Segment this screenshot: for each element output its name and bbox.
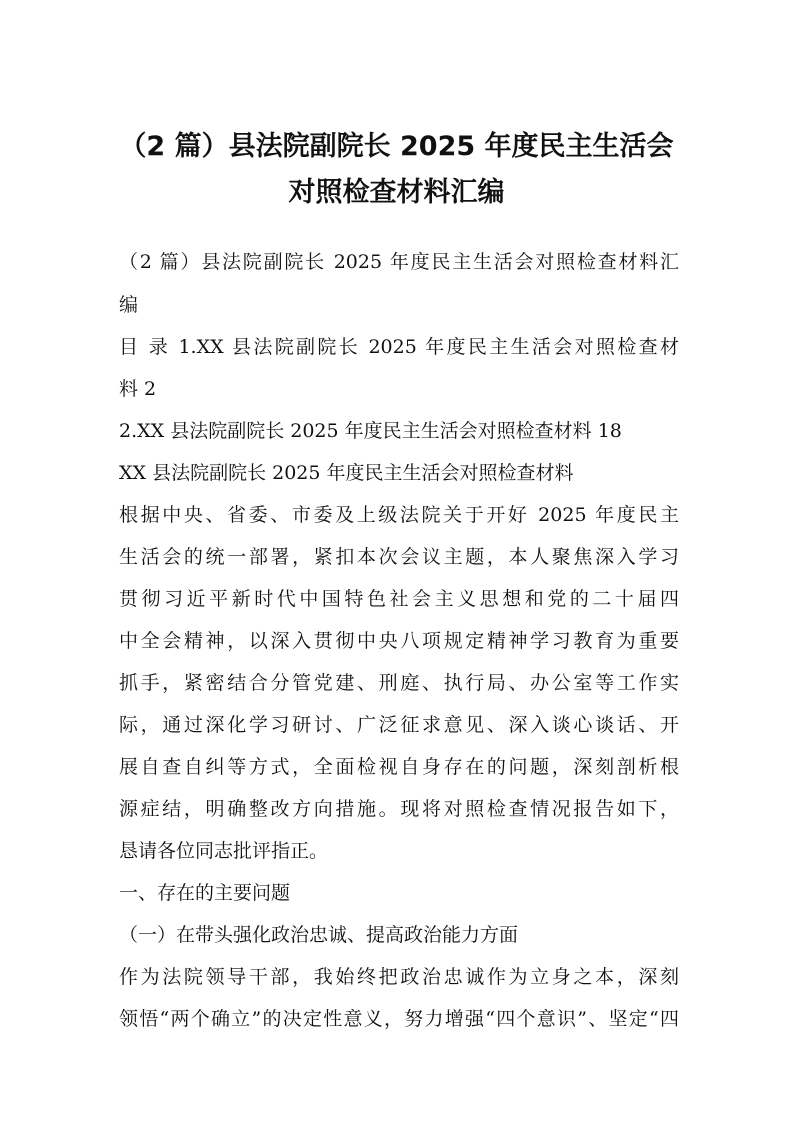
body-line-4: 料 2 bbox=[119, 378, 157, 400]
subsection-heading: （一）在带头强化政治忠诚、提高政治能力方面 bbox=[119, 924, 519, 946]
body-line-3: 目 录 1.XX 县法院副院长 2025 年度民主生活会对照检查材 bbox=[119, 336, 679, 358]
body-line-11: 抓手，紧密结合分管党建、刑庭、执行局、办公室等工作实 bbox=[119, 672, 679, 694]
body-line-9: 贯彻习近平新时代中国特色社会主义思想和党的二十届四 bbox=[119, 588, 679, 610]
body-line-18: 作为法院领导干部，我始终把政治忠诚作为立身之本，深刻 bbox=[119, 966, 679, 988]
title-line-2: 对照检查材料汇编 bbox=[288, 177, 505, 208]
body-line-15: 恳请各位同志批评指正。 bbox=[119, 840, 329, 862]
body-line-5: 2.XX 县法院副院长 2025 年度民主生活会对照检查材料 18 bbox=[119, 420, 622, 442]
body-line-2: 编 bbox=[119, 294, 139, 316]
body-line-12: 际，通过深化学习研讨、广泛征求意见、深入谈心谈话、开 bbox=[119, 714, 679, 736]
document-title bbox=[110, 124, 683, 216]
body-line-10: 中全会精神，以深入贯彻中央八项规定精神学习教育为重要 bbox=[119, 630, 679, 652]
body-line-8: 生活会的统一部署，紧扣本次会议主题，本人聚焦深入学习 bbox=[119, 546, 679, 568]
title-line-1: （2 篇）县法院副院长 2025 年度民主生活会 bbox=[119, 131, 674, 162]
body-line-6: XX 县法院副院长 2025 年度民主生活会对照检查材料 bbox=[119, 462, 574, 484]
body-line-1: （2 篇）县法院副院长 2025 年度民主生活会对照检查材料汇 bbox=[119, 251, 679, 273]
body-line-13: 展自查自纠等方式，全面检视自身存在的问题，深刻剖析根 bbox=[119, 756, 679, 778]
body-line-7: 根据中央、省委、市委及上级法院关于开好 2025 年度民主 bbox=[119, 504, 679, 526]
section-heading: 一、存在的主要问题 bbox=[119, 882, 291, 904]
body-line-14: 源症结，明确整改方向措施。现将对照检查情况报告如下， bbox=[119, 798, 679, 820]
body-line-19: 领悟“两个确立”的决定性意义，努力增强“四个意识”、坚定“四 bbox=[119, 1008, 679, 1030]
